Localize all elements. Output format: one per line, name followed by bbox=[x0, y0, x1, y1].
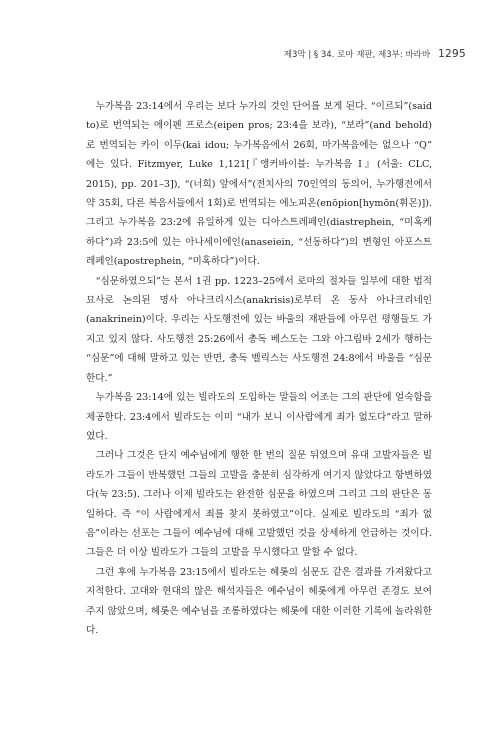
page-number: 1295 bbox=[438, 48, 466, 60]
running-title: 제3막 | § 34. 로마 재판, 제3부: 바라바 bbox=[283, 50, 431, 60]
paragraph: 그러나 그것은 단지 예수님에게 행한 한 번의 질문 뒤였으며 유대 고발자들은 빌라도가 그들이 반복했던 그들의 고발을 충분히 심각하게 여기지 않았다고 항변하였다(눅 23:5). 그러나 이제 빌라도는 완전한 심문을 하였으며 그리고 그의 판단은 동일하다. 즉 “이 사람에게서 죄를 찾지 못하였고”이다. 실제로 빌라도의 “죄가 없음”이라는 선포는 그들이 예수님에 대해 고발했던 것을 상세하게 언급하는 것이다. 그들은 더 이상 빌라도가 그들의 고발을 무시했다고 말할 수 없다. bbox=[86, 450, 432, 559]
running-header bbox=[284, 48, 466, 60]
body-text bbox=[86, 97, 432, 640]
paragraph: 그런 후에 누가복음 23:15에서 빌라도는 헤롯의 심문도 같은 결과를 가져왔다고 지적한다. 고대와 현대의 많은 해석자들은 예수님이 헤롯에게 아무런 존경도 보여 주지 않았으며, 헤롯은 예수님을 조롱하였다는 헤롯에 대한 이러한 기록에 놀라워한다. bbox=[86, 566, 432, 636]
paragraph: “심문하였으되”는 본서 1권 pp. 1223–25에서 로마의 절차들 일부에 대한 법적 묘사로 논의된 명사 아나크리시스(anakrisis)로부터 온 동사 아나크리네인(anakrinein)이다. 우리는 사도행전에 있는 바울의 재판들에 아무런 평행들도 가지고 있지 않다. 사도행전 25:26에서 총독 베스도는 그와 아그립바 2세가 행하는 “심문”에 대해 말하고 있는 반면, 총독 벨릭스는 사도행전 24:8에서 바울을 “심문한다.” bbox=[86, 275, 432, 384]
paragraph: 누가복음 23:14에 있는 빌라도의 도입하는 말들의 어조는 그의 판단에 얼숙함을 제공한다. 23:4에서 빌라도는 이미 “내가 보니 이사람에게 죄가 없도다”라고 말하였다. bbox=[86, 392, 432, 442]
paragraph: 누가복음 23:14에서 우리는 보다 누가의 것인 단어를 보게 된다. “이르되”(said to)로 번역되는 에이펜 프로스(eipen pros; 23:4을 보라), “보라”(and behold)로 번역되는 카이 이두(kai idou; 누가복음에서 26회, 마가복음에는 없으나 “Q” 에는 있다. Fitzmyer, Luke 1,121[『앵커바이블: 누가복음 I』(서울: CLC, 2015), pp. 201–3]), “(너희) 앞에서”(전치사의 70인역의 동의어, 누가행전에서 약 35회, 다른 복음서들에서 1회)로 번역되는 에노피온(enōpion[hymōn(휘몬)]). 그리고 누가복음 23:2에 유일하게 있는 디아스트레페인(diastrephein, “미혹케 하다”)과 23:5에 있는 아나세이에인(anaseiein, “선동하다”)의 변형인 아포스트레페인(apostrephein, “미혹하다”)이다. bbox=[86, 101, 432, 268]
